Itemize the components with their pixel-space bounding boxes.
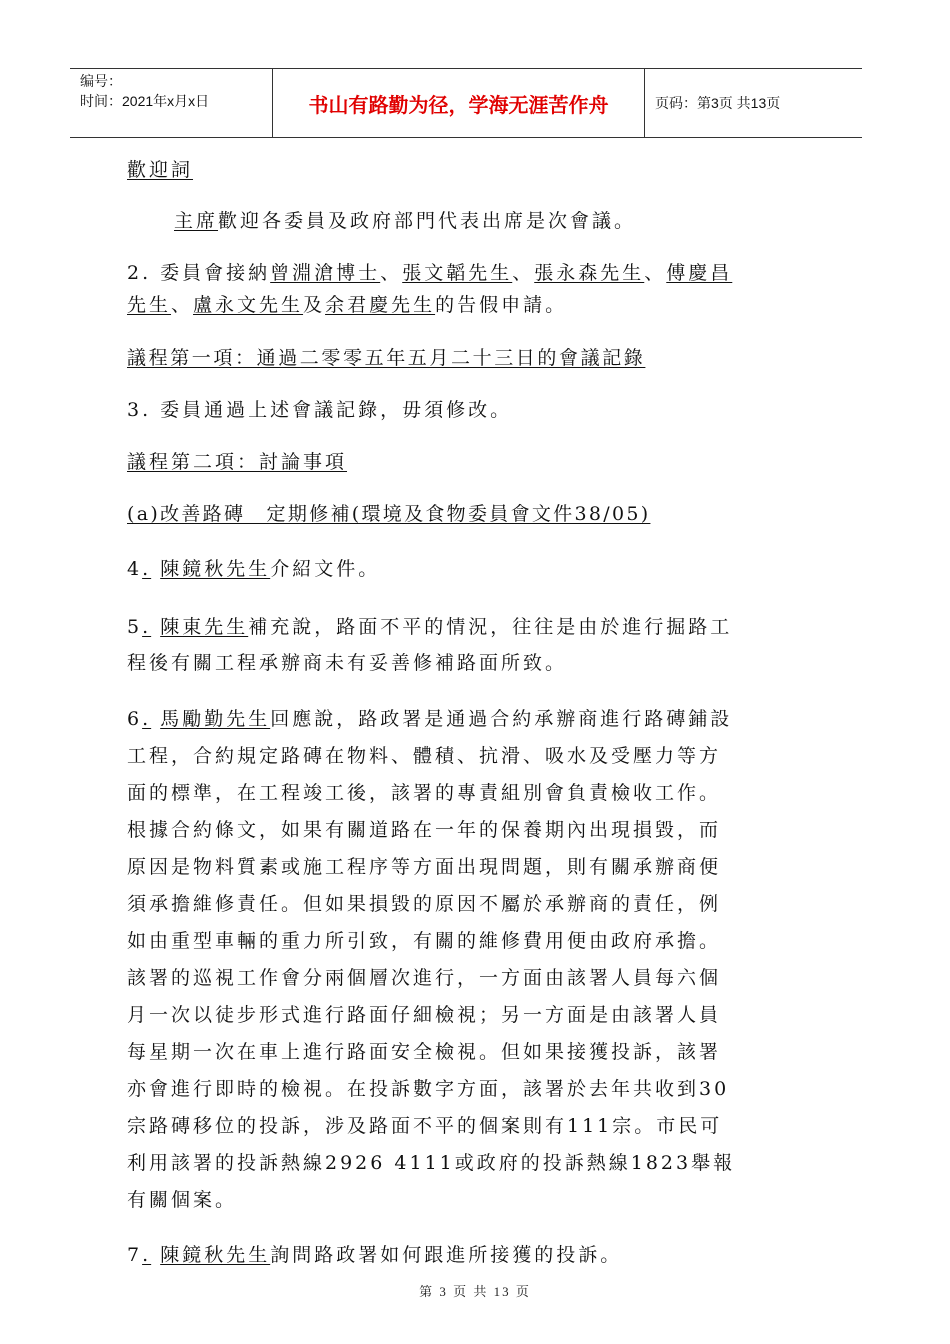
- paragraph-6-line: 面的標準，在工程竣工後，該署的專責組別會負責檢收工作。: [127, 782, 722, 804]
- paragraph-number: 6: [127, 708, 143, 730]
- agenda-item-1-heading: 議程第一項：通過二零零五年五月二十三日的會議記錄: [127, 347, 646, 369]
- paragraph-number: 5: [127, 616, 143, 638]
- member-name: 張永森先生: [534, 262, 645, 284]
- paragraph-6-line: 根據合約條文，如果有關道路在一年的保養期內出現損毀，而: [127, 819, 722, 841]
- separator: 、: [512, 262, 535, 284]
- paragraph-1-text: 歡迎各委員及政府部門代表出席是次會議。: [218, 210, 637, 232]
- paragraph-dot: .: [142, 1244, 152, 1266]
- paragraph-2-suffix: 的告假申請。: [435, 294, 568, 316]
- document-header: [70, 68, 862, 138]
- paragraph-6-line: 如由重型車輛的重力所引致，有關的維修費用便由政府承擔。: [127, 930, 722, 952]
- speaker-name: 陳鏡秋先生: [160, 558, 271, 580]
- paragraph-7-text: 詢問路政署如何跟進所接獲的投訴。: [270, 1244, 623, 1266]
- paragraph-5-line-2: 程後有關工程承辦商未有妥善修補路面所致。: [127, 652, 568, 674]
- paragraph-number: 7: [127, 1244, 143, 1266]
- speaker-name: 陳東先生: [160, 616, 249, 638]
- member-name: 張文韜先生: [402, 262, 513, 284]
- paragraph-dot: .: [142, 558, 152, 580]
- paragraph-2-line-2: [127, 296, 567, 315]
- member-name: 盧永文先生: [193, 294, 304, 316]
- paragraph-6-line: 該署的巡視工作會分兩個層次進行，一方面由該署人員每六個: [127, 967, 722, 989]
- member-name: 余君慶先生: [325, 294, 436, 316]
- paragraph-6-line: 亦會進行即時的檢視。在投訴數字方面，該署於去年共收到30: [127, 1078, 730, 1100]
- paragraph-6-line: 宗路磚移位的投訴，涉及路面不平的個案則有111宗。市民可: [127, 1115, 723, 1137]
- speaker-name: 陳鏡秋先生: [160, 1244, 271, 1266]
- number-label: 编号：: [80, 73, 122, 89]
- paragraph-6-line: 每星期一次在車上進行路面安全檢視。但如果接獲投訴，該署: [127, 1041, 722, 1063]
- header-page-info-cell: [645, 69, 862, 137]
- paragraph-5-line-1: [127, 618, 732, 637]
- member-name: 傅慶昌: [666, 262, 733, 284]
- page-info: 页码：第3页 共13页: [655, 95, 781, 111]
- paragraph-dot: .: [142, 616, 152, 638]
- speaker-name: 馬勵勤先生: [160, 708, 271, 730]
- paragraph-6-line: 原因是物料質素或施工程序等方面出現問題，則有關承辦商便: [127, 856, 722, 878]
- chair-name: 主席: [174, 210, 219, 232]
- paragraph-5-text: 補充說，路面不平的情況，往往是由於進行掘路工: [248, 616, 733, 638]
- time-label: 时间：2021年x月x日: [80, 93, 210, 109]
- welcome-heading: 歡迎詞: [127, 159, 194, 181]
- paragraph-dot: .: [142, 708, 152, 730]
- paragraph-6-line: 須承擔維修責任。但如果損毀的原因不屬於承辦商的責任，例: [127, 893, 722, 915]
- paragraph-number: 4: [127, 558, 143, 580]
- paragraph-3: 3. 委員通過上述會議記錄，毋須修改。: [127, 399, 513, 421]
- paragraph-6-line: 月一次以徒步形式進行路面仔細檢視；另一方面是由該署人員: [127, 1004, 722, 1026]
- separator: 、: [380, 262, 403, 284]
- separator: 、: [171, 294, 194, 316]
- paragraph-6-line-1: [127, 710, 732, 729]
- separator: 及: [303, 294, 326, 316]
- paragraph-2-line-1: [127, 264, 732, 283]
- paragraph-1: [174, 212, 636, 231]
- paragraph-6-line: 有關個案。: [127, 1189, 238, 1211]
- separator: 、: [644, 262, 667, 284]
- paragraph-6-text: 回應說，路政署是通過合約承辦商進行路磚鋪設: [270, 708, 733, 730]
- paragraph-6-line: 利用該署的投訴熱線2926 4111或政府的投訴熱線1823舉報: [127, 1152, 736, 1174]
- item-a-heading: (a)改善路磚 定期修補(環境及食物委員會文件38/05): [127, 503, 651, 525]
- member-name: 先生: [127, 294, 172, 316]
- member-name: 曾淵滄博士: [270, 262, 381, 284]
- paragraph-6-line: 工程，合約規定路磚在物料、體積、抗滑、吸水及受壓力等方: [127, 745, 722, 767]
- paragraph-2-prefix: 2. 委員會接納: [127, 262, 271, 284]
- header-meta-cell: [70, 69, 273, 137]
- agenda-item-2-heading: 議程第二項：討論事項: [127, 451, 348, 473]
- page-footer: 第 3 页 共 13 页: [419, 1284, 531, 1299]
- paragraph-7: [127, 1246, 622, 1265]
- header-motto: 书山有路勤为径，学海无涯苦作舟: [273, 69, 645, 137]
- paragraph-4-text: 介紹文件。: [270, 558, 381, 580]
- paragraph-4: [127, 560, 380, 579]
